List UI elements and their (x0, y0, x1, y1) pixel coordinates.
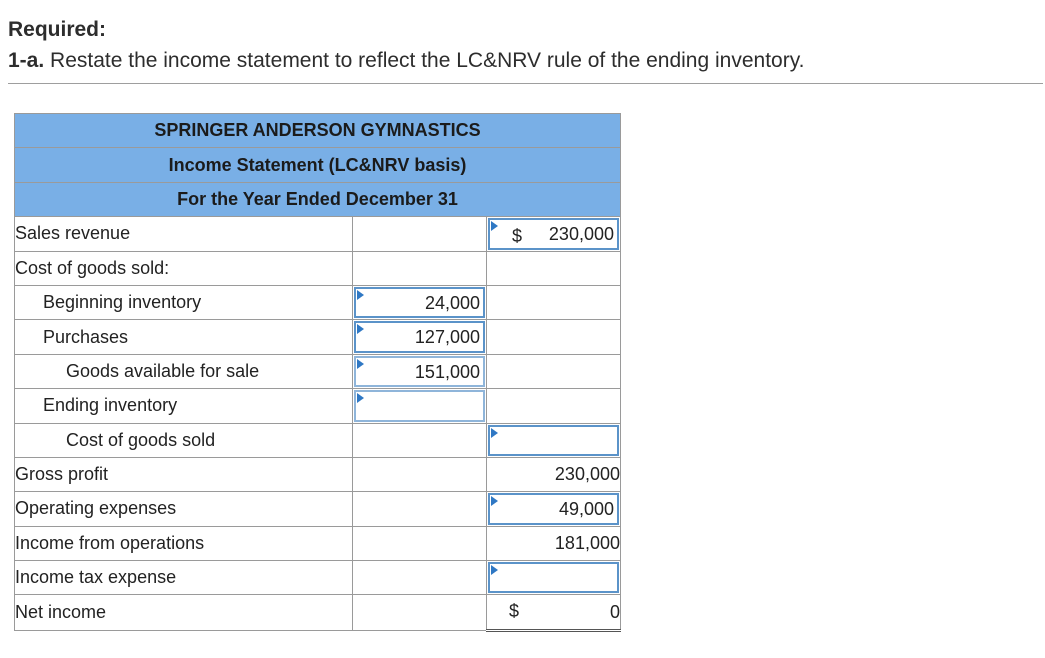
empty-cell (353, 457, 487, 491)
table-row (15, 389, 621, 423)
operating-expenses-value: 49,000 (558, 499, 614, 520)
cost-of-goods-sold-input[interactable] (487, 423, 621, 457)
row-label: Beginning inventory (15, 285, 353, 319)
input-marker-icon (357, 393, 364, 403)
empty-cell (353, 595, 487, 630)
table-row (15, 354, 621, 388)
required-heading: Required: (8, 18, 107, 41)
table-row (15, 595, 621, 630)
input-marker-icon (357, 290, 364, 300)
empty-cell (353, 251, 487, 285)
table-row (15, 457, 621, 491)
instruction-body: Restate the income statement to reflect the LC&NRV rule of the ending inventory. (44, 49, 805, 72)
row-label: Net income (15, 595, 353, 630)
beginning-inventory-value: 24,000 (424, 292, 480, 313)
operating-expenses-input[interactable] (487, 492, 621, 526)
empty-cell (487, 354, 621, 388)
statement-title: Income Statement (LC&NRV basis) (15, 148, 621, 182)
sales-revenue-value: 230,000 (548, 224, 614, 245)
input-marker-icon (491, 565, 498, 575)
row-label: Operating expenses (15, 492, 353, 526)
company-name: SPRINGER ANDERSON GYMNASTICS (15, 114, 621, 148)
row-label: Gross profit (15, 457, 353, 491)
income-tax-expense-input[interactable] (487, 561, 621, 595)
empty-cell (487, 320, 621, 354)
sales-revenue-input[interactable] (487, 217, 621, 251)
empty-cell (353, 492, 487, 526)
beginning-inventory-input[interactable] (353, 285, 487, 319)
table-row (15, 423, 621, 457)
purchases-value: 127,000 (414, 327, 480, 348)
input-marker-icon (491, 221, 498, 231)
table-row (15, 251, 621, 285)
table-row (15, 492, 621, 526)
row-label: Income from operations (15, 526, 353, 560)
income-from-operations-value: 181,000 (487, 526, 621, 560)
empty-cell (353, 561, 487, 595)
net-income-value: 0 (609, 601, 620, 622)
row-label: Purchases (15, 320, 353, 354)
table-row (15, 285, 621, 319)
input-marker-icon (357, 359, 364, 369)
divider (8, 83, 1043, 84)
empty-cell (487, 389, 621, 423)
table-row (15, 526, 621, 560)
instruction-text (8, 48, 804, 74)
empty-cell (353, 217, 487, 251)
income-statement-table (14, 113, 621, 632)
net-income-cell (487, 595, 621, 630)
row-label: Ending inventory (15, 389, 353, 423)
goods-available-input[interactable] (353, 354, 487, 388)
empty-cell (487, 285, 621, 319)
ending-inventory-input[interactable] (353, 389, 487, 423)
empty-cell (353, 526, 487, 560)
empty-cell (487, 251, 621, 285)
part-label: 1-a. (8, 49, 45, 72)
gross-profit-value: 230,000 (487, 457, 621, 491)
input-marker-icon (491, 428, 498, 438)
purchases-input[interactable] (353, 320, 487, 354)
currency-symbol: $ (512, 226, 523, 247)
row-label: Goods available for sale (15, 354, 353, 388)
row-label: Cost of goods sold: (15, 251, 353, 285)
row-label: Cost of goods sold (15, 423, 353, 457)
row-label: Sales revenue (15, 217, 353, 251)
input-marker-icon (357, 324, 364, 334)
empty-cell (353, 423, 487, 457)
statement-period: For the Year Ended December 31 (15, 182, 621, 216)
currency-symbol: $ (509, 601, 520, 622)
table-row (15, 320, 621, 354)
input-marker-icon (491, 496, 498, 506)
table-row (15, 561, 621, 595)
row-label: Income tax expense (15, 561, 353, 595)
table-row (15, 217, 621, 251)
goods-available-value: 151,000 (414, 361, 480, 382)
